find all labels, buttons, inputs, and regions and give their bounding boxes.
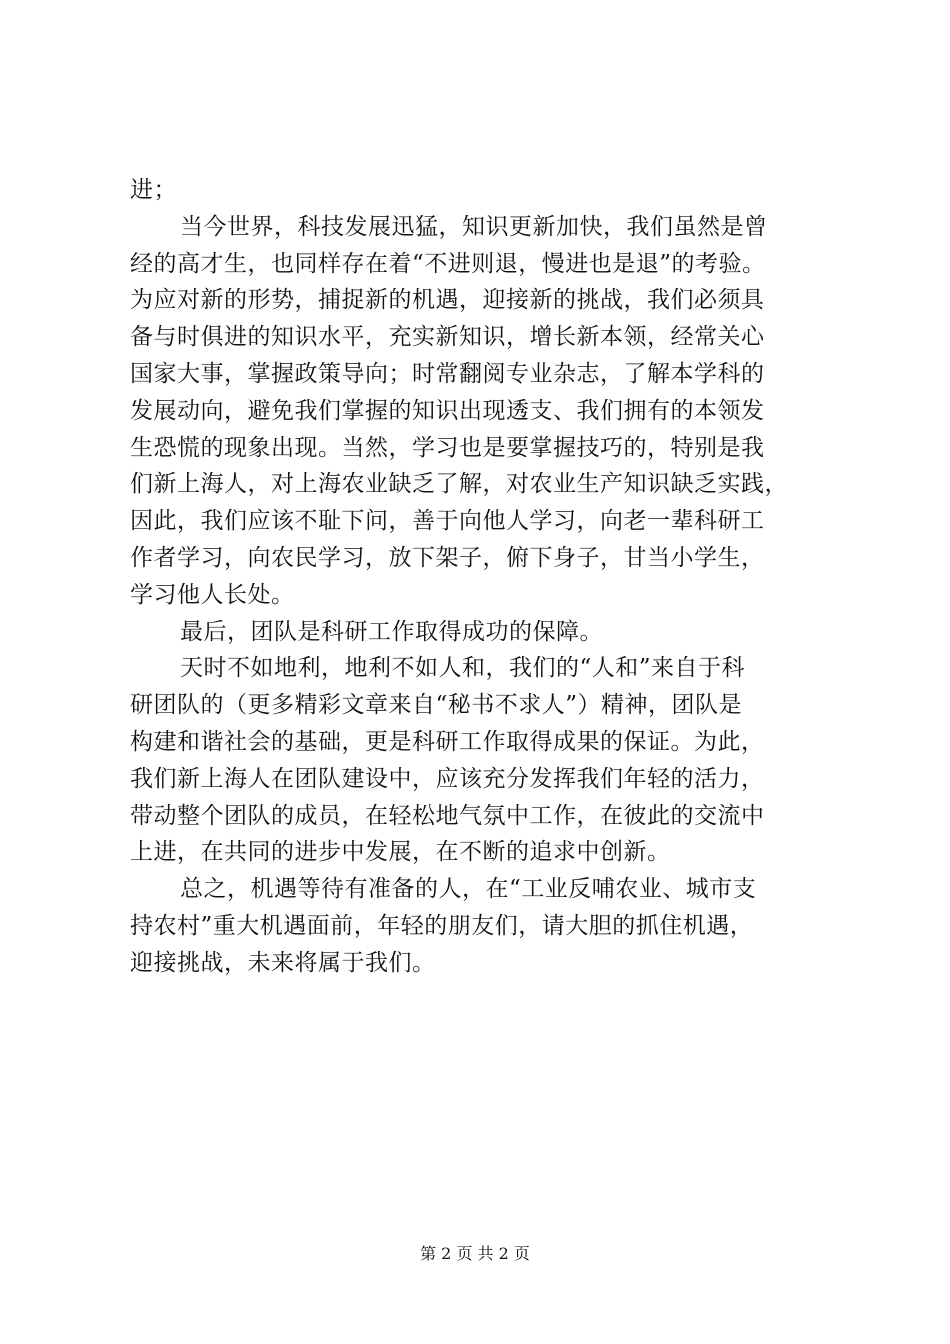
text-line: 学习他人长处。 <box>130 581 295 608</box>
text-line: 我们新上海人在团队建设中，应该充分发挥我们年轻的活力， <box>130 765 765 792</box>
paragraph-start-line: 当今世界，科技发展迅猛，知识更新加快，我们虽然是曾 <box>180 213 768 240</box>
text-line: 持农村”重大机遇面前，年轻的朋友们，请大胆的抓住机遇， <box>130 912 754 939</box>
text-line: 因此，我们应该不耻下问，善于向他人学习，向老一辈科研工 <box>130 508 765 535</box>
text-line: 备与时俱进的知识水平，充实新知识，增长新本领，经常关心 <box>130 324 765 351</box>
text-line: 生恐慌的现象出现。当然，学习也是要掌握技巧的，特别是我 <box>130 434 765 461</box>
text-line: 构建和谐社会的基础，更是科研工作取得成果的保证。为此， <box>130 728 765 755</box>
text-line: 为应对新的形势，捕捉新的机遇，迎接新的挑战，我们必须具 <box>130 287 765 314</box>
paragraph-start-line: 天时不如地利，地利不如人和，我们的“人和”来自于科 <box>180 655 746 682</box>
text-line: 带动整个团队的成员，在轻松地气氛中工作，在彼此的交流中 <box>130 802 765 829</box>
text-line: 迎接挑战，未来将属于我们。 <box>130 949 436 976</box>
text-line: 国家大事，掌握政策导向；时常翻阅专业杂志，了解本学科的 <box>130 360 765 387</box>
text-line: 发展动向，避免我们掌握的知识出现透支、我们拥有的本领发 <box>130 397 765 424</box>
paragraph-start-line: 总之，机遇等待有准备的人，在“工业反哺农业、城市支 <box>180 876 757 903</box>
page-number-footer: 第 2 页 共 2 页 <box>420 1244 530 1263</box>
document-body <box>130 172 830 982</box>
text-line: 上进，在共同的进步中发展，在不断的追求中创新。 <box>130 839 671 866</box>
text-line: 经的高才生，也同样存在着“不进则退，慢进也是退”的考验。 <box>130 250 766 277</box>
text-line: 们新上海人，对上海农业缺乏了解，对农业生产知识缺乏实践， <box>130 471 788 498</box>
paragraph-start-line: 最后，团队是科研工作取得成功的保障。 <box>180 618 603 645</box>
text-line: 进； <box>130 177 177 203</box>
text-line: 作者学习，向农民学习，放下架子，俯下身子，甘当小学生， <box>130 544 765 571</box>
text-line: 研团队的（更多精彩文章来自“秘书不求人”）精神，团队是 <box>130 692 743 719</box>
